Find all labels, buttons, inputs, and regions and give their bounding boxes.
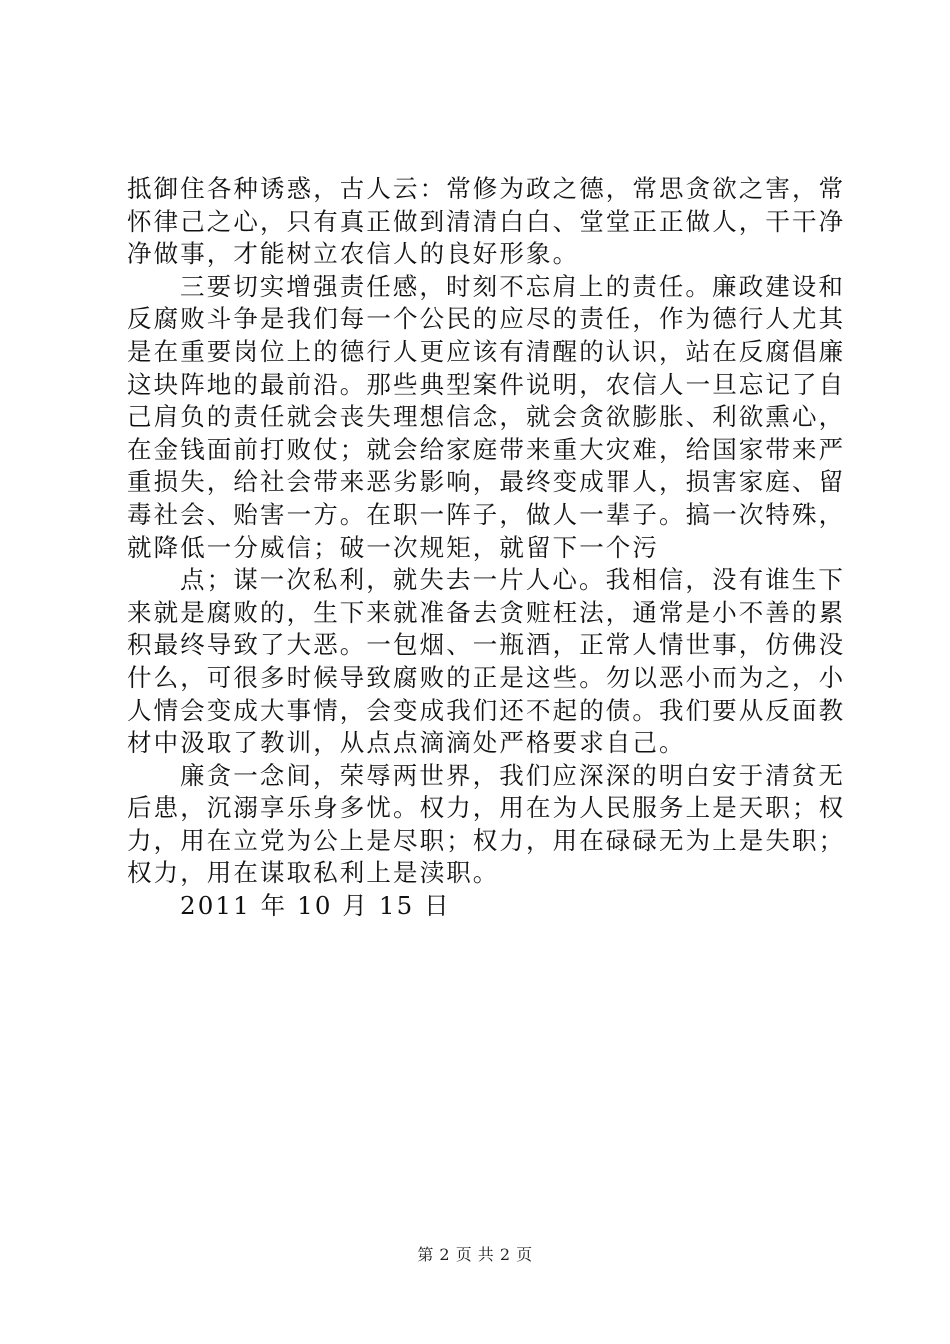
text-line: 怀律己之心，只有真正做到清清白白、堂堂正正做人，干干净 <box>127 206 846 236</box>
text-line: 什么，可很多时候导致腐败的正是这些。勿以恶小而为之，小 <box>127 662 846 692</box>
text-line: 毒社会、贻害一方。在职一阵子，做人一辈子。搞一次特殊， <box>127 499 846 529</box>
date-line: 2011 年 10 月 15 日 <box>180 891 451 921</box>
page-number-footer: 第 2 页 共 2 页 <box>417 1245 533 1264</box>
text-line: 己肩负的责任就会丧失理想信念，就会贪欲膨胀、利欲熏心， <box>127 402 846 432</box>
text-line: 在金钱面前打败仗；就会给家庭带来重大灾难，给国家带来严 <box>127 434 846 464</box>
text-line: 是在重要岗位上的德行人更应该有清醒的认识，站在反腐倡廉 <box>127 336 846 366</box>
text-line: 重损失，给社会带来恶劣影响，最终变成罪人，损害家庭、留 <box>127 467 846 497</box>
text-line: 材中汲取了教训，从点点滴滴处严格要求自己。 <box>127 728 686 758</box>
text-line: 来就是腐败的，生下来就准备去贪赃枉法，通常是小不善的累 <box>127 597 846 627</box>
text-line: 权力，用在谋取私利上是渎职。 <box>127 858 500 888</box>
paragraph-start-line: 廉贪一念间，荣辱两世界，我们应深深的明白安于清贫无 <box>180 760 845 790</box>
text-line: 净做事，才能树立农信人的良好形象。 <box>127 239 580 269</box>
text-line: 积最终导致了大恶。一包烟、一瓶酒，正常人情世事，仿佛没 <box>127 630 846 660</box>
text-line: 力，用在立党为公上是尽职；权力，用在碌碌无为上是失职； <box>127 825 846 855</box>
text-line: 就降低一分威信；破一次规矩，就留下一个污 <box>127 532 659 562</box>
text-line: 抵御住各种诱惑，古人云：常修为政之德，常思贪欲之害，常 <box>127 174 846 203</box>
text-line: 这块阵地的最前沿。那些典型案件说明，农信人一旦忘记了自 <box>127 369 846 399</box>
text-line: 人情会变成大事情，会变成我们还不起的债。我们要从反面教 <box>127 695 846 725</box>
paragraph-start-line: 三要切实增强责任感，时刻不忘肩上的责任。廉政建设和 <box>180 271 845 301</box>
paragraph-start-line: 点；谋一次私利，就失去一片人心。我相信，没有谁生下 <box>180 565 845 595</box>
text-line: 后患，沉溺享乐身多忧。权力，用在为人民服务上是天职；权 <box>127 793 846 823</box>
document-body <box>127 173 846 923</box>
text-line: 反腐败斗争是我们每一个公民的应尽的责任，作为德行人尤其 <box>127 304 846 334</box>
